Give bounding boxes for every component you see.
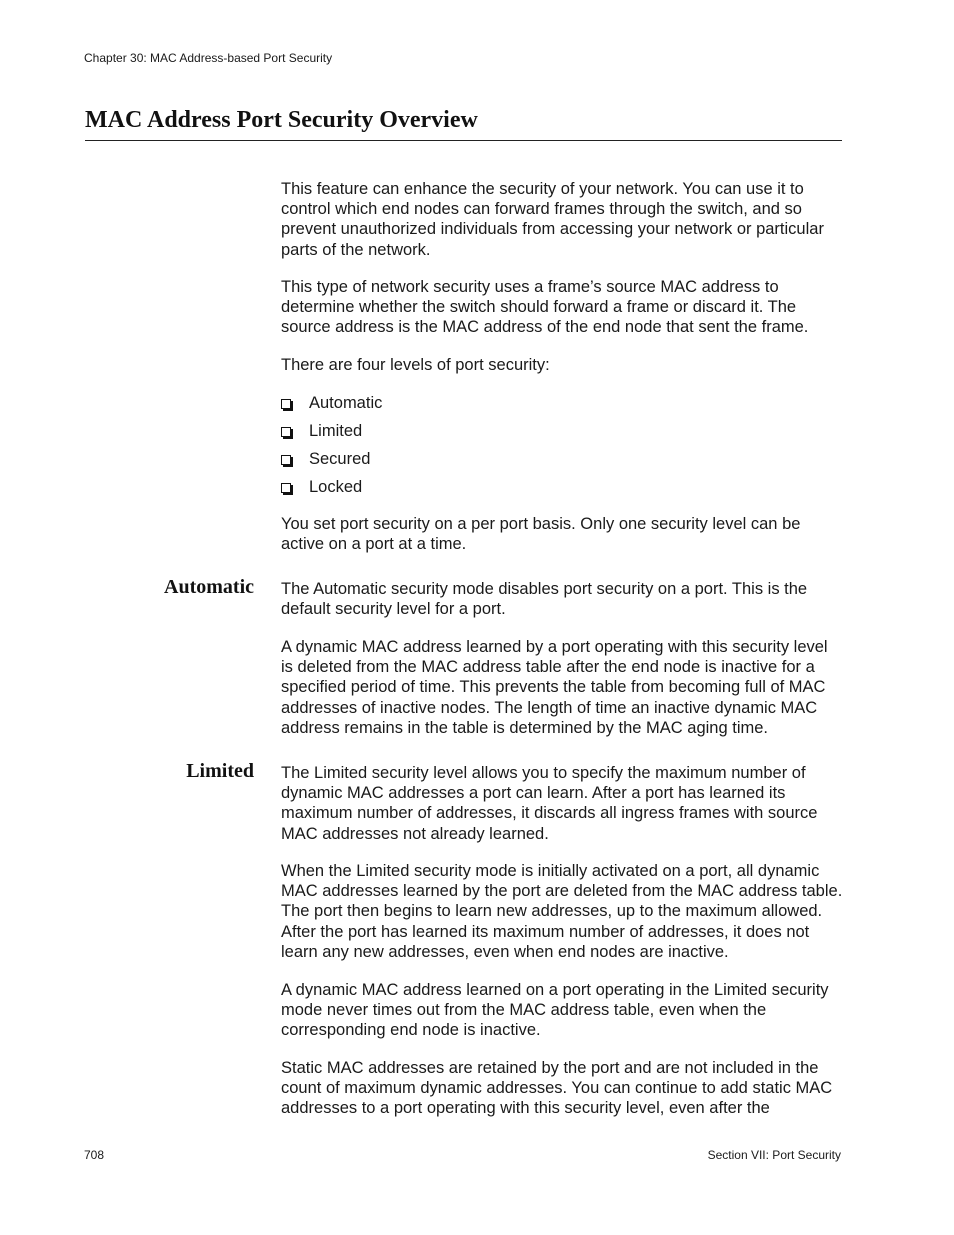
intro-paragraph-1: This feature can enhance the security of your network. You can use it to control which end nodes can forward frames through the switch, and so prevent unauthorized individuals from accessing your network or particular parts of the network. — [281, 180, 824, 259]
automatic-paragraph-2: A dynamic MAC address learned by a port operating with this security level is deleted from the MAC address table after the end node is inactive for a specified period of time. This prevents the table from becoming full of MAC addresses of inactive nodes. The length of time an inactive dynamic MAC address remains in the table is determined by the MAC aging time. — [281, 638, 828, 737]
section-heading-automatic: Automatic — [164, 576, 254, 598]
limited-paragraph-3: A dynamic MAC address learned on a port operating in the Limited security mode never times out from the MAC address table, even when the corresponding end node is inactive. — [281, 981, 829, 1040]
title-rule — [85, 140, 842, 141]
limited-paragraph-4: Static MAC addresses are retained by the port and are not included in the count of maximum dynamic addresses. You can continue to add static MAC addresses to a port operating with this security level, even after the — [281, 1059, 833, 1118]
section-heading-limited: Limited — [186, 760, 254, 782]
running-footer-section: Section VII: Port Security — [707, 1148, 841, 1162]
intro-paragraph-3: There are four levels of port security: — [281, 356, 550, 374]
page-title: MAC Address Port Security Overview — [85, 107, 478, 133]
checkbox-bullet-icon — [281, 427, 291, 437]
checkbox-bullet-icon — [281, 399, 291, 409]
list-item-label: Limited — [309, 422, 363, 440]
list-item-label: Automatic — [309, 394, 383, 412]
list-item-label: Locked — [309, 478, 363, 496]
limited-paragraph-2: When the Limited security mode is initially activated on a port, all dynamic MAC addresses learned by the port are deleted from the MAC address table. The port then begins to learn new addresses, up to the maximum allowed. After the port has learned its maximum number of addresses, it does not learn any new addresses, even when end nodes are inactive. — [281, 862, 843, 961]
intro-paragraph-2: This type of network security uses a frame’s source MAC address to determine whether the switch should forward a frame or discard it. The source address is the MAC address of the end node that sent the frame. — [281, 278, 809, 337]
list-item-label: Secured — [309, 450, 371, 468]
intro-paragraph-4: You set port security on a per port basis. Only one security level can be active on a port at a time. — [281, 515, 801, 554]
checkbox-bullet-icon — [281, 483, 291, 493]
checkbox-bullet-icon — [281, 455, 291, 465]
page-number: 708 — [84, 1148, 105, 1162]
running-header: Chapter 30: MAC Address-based Port Security — [84, 51, 333, 65]
limited-paragraph-1: The Limited security level allows you to specify the maximum number of dynamic MAC addresses a port can learn. After a port has learned its maximum number of addresses, it discards all ingress frames with source MAC addresses not already learned. — [281, 764, 818, 843]
automatic-paragraph-1: The Automatic security mode disables port security on a port. This is the default security level for a port. — [281, 580, 808, 619]
